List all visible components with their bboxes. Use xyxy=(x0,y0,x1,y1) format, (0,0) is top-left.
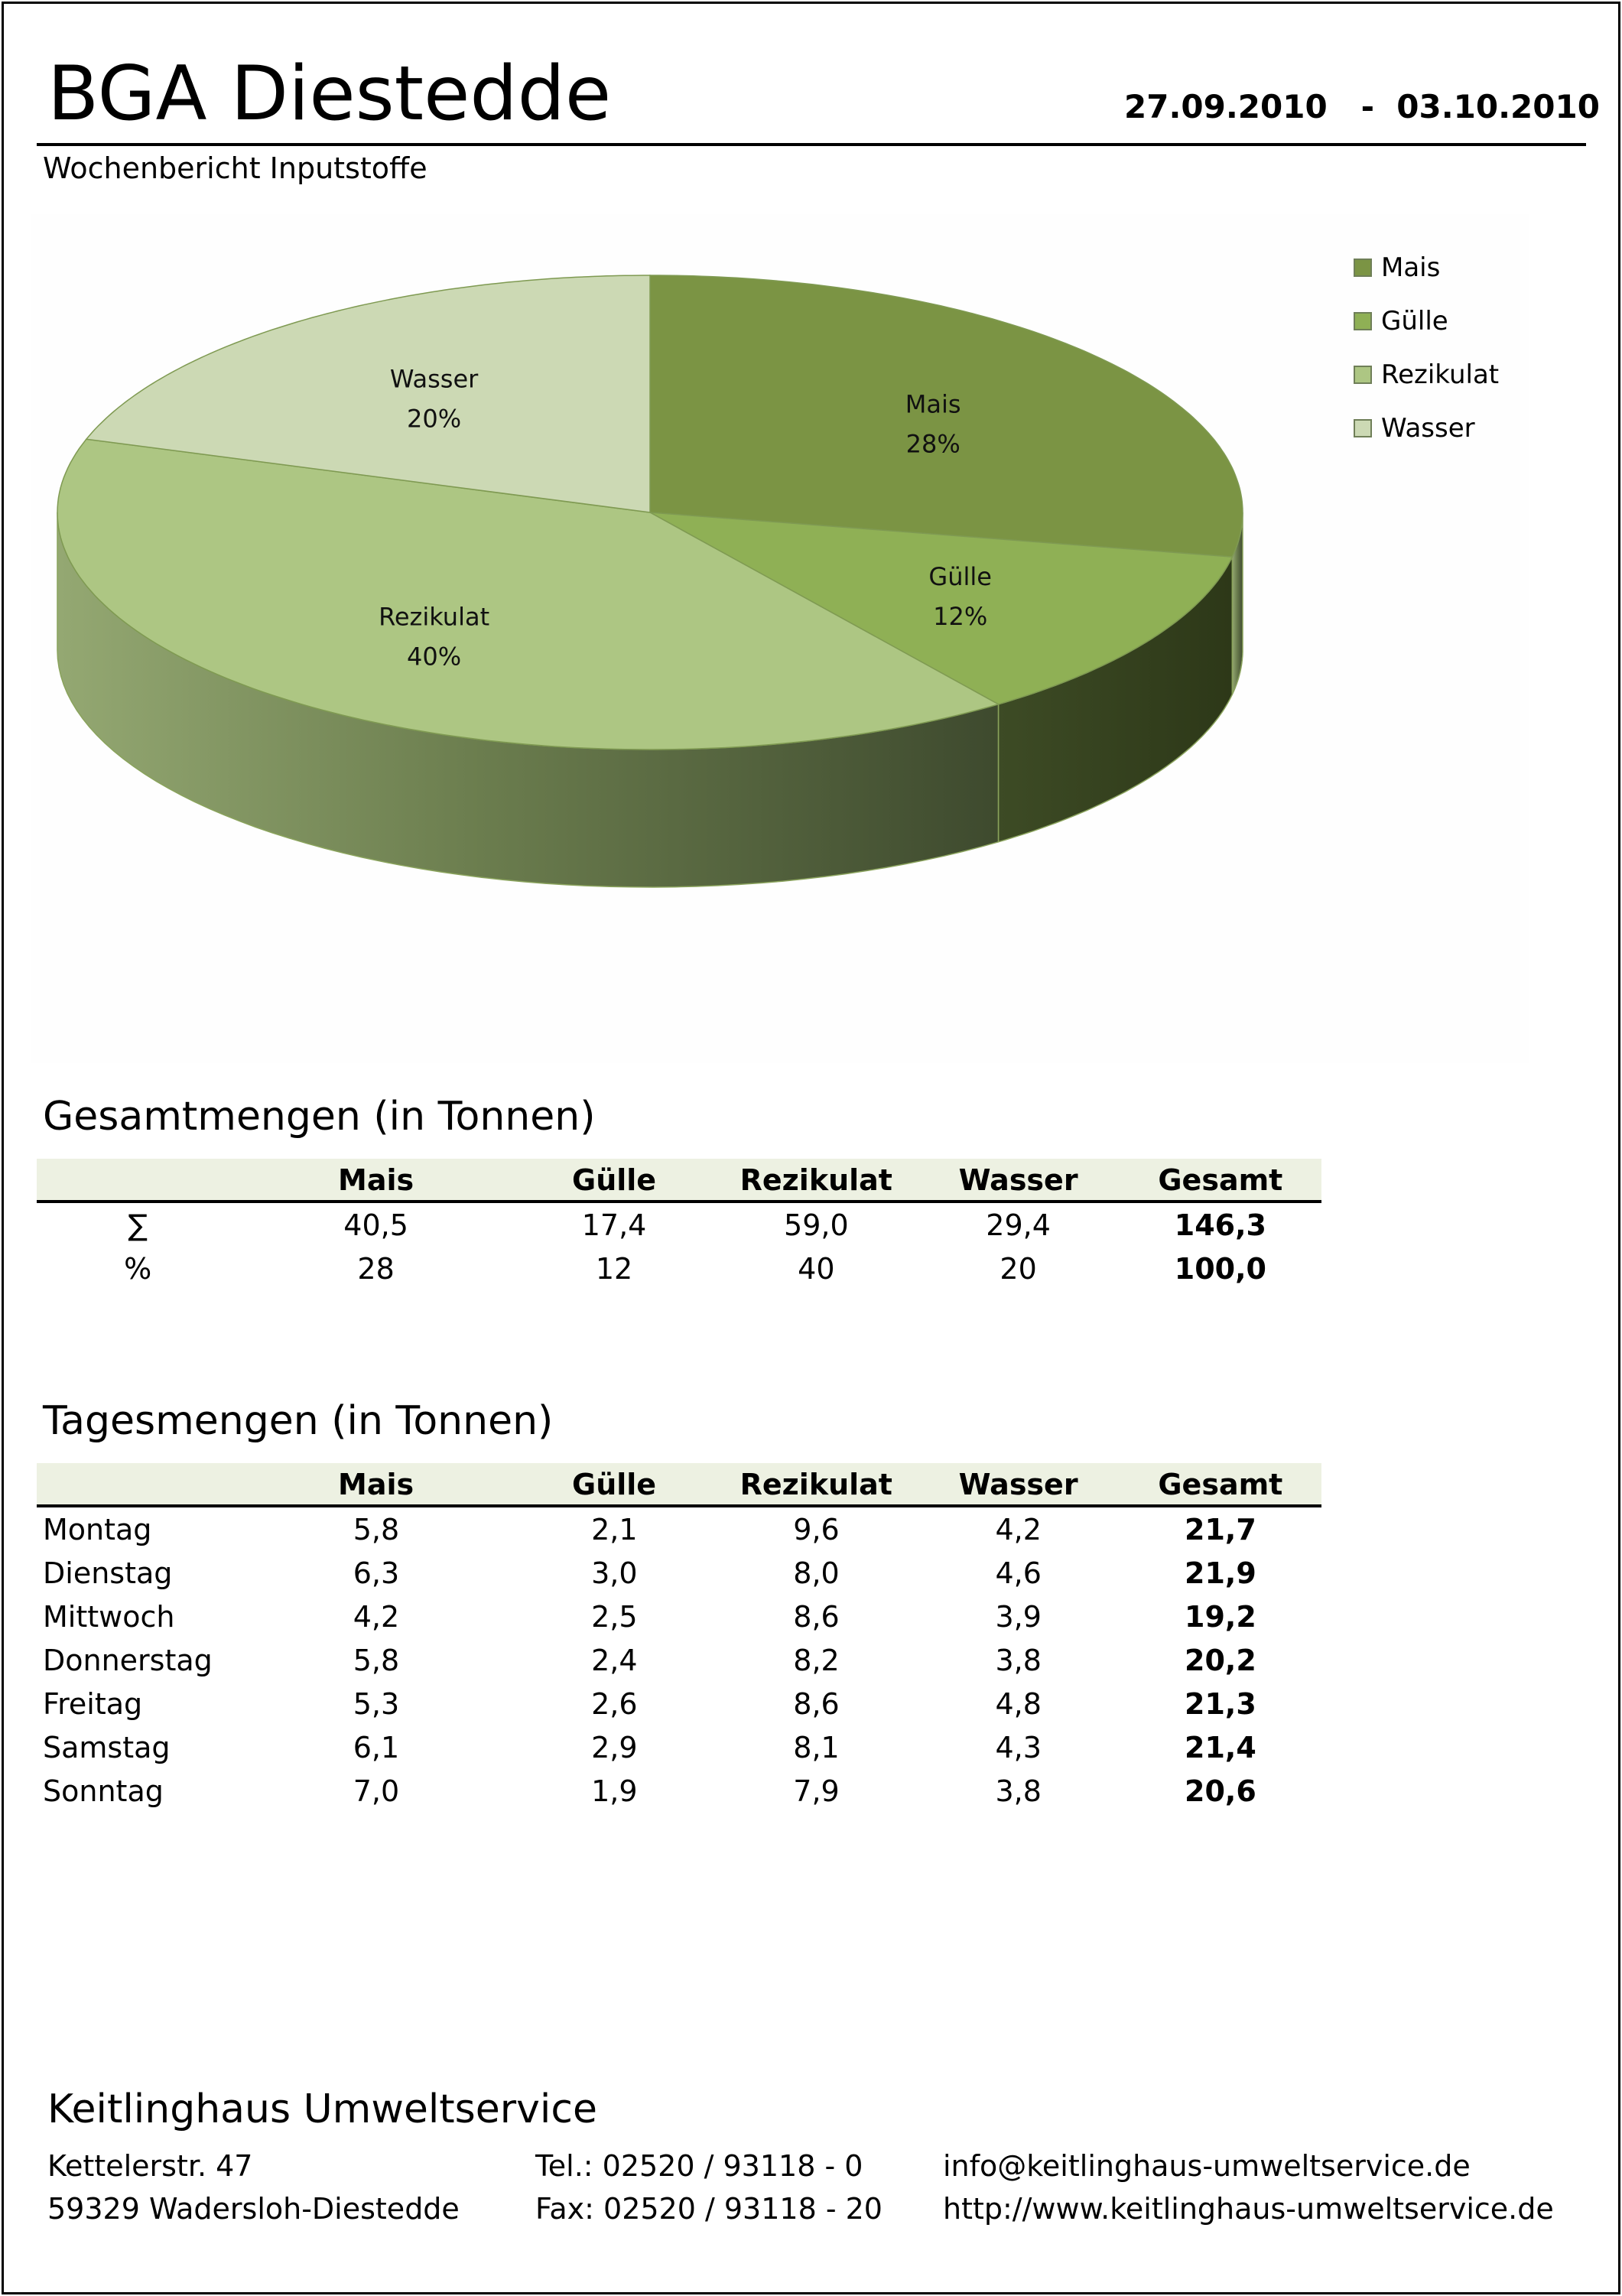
legend-item-guelle xyxy=(1354,294,1499,348)
table-cell: 146,3 xyxy=(1174,1208,1266,1242)
table-cell: 7,0 xyxy=(353,1774,400,1808)
column-header xyxy=(37,1501,239,1504)
totals-section-title: Gesamtmengen (in Tonnen) xyxy=(43,1094,596,1140)
footer-fax: Fax: 02520 / 93118 - 20 xyxy=(535,2192,883,2226)
legend-item-wasser xyxy=(1354,402,1499,455)
row-label: Montag xyxy=(43,1512,152,1546)
table-cell: 21,9 xyxy=(1185,1556,1256,1590)
table-cell: 5,8 xyxy=(353,1643,400,1677)
column-header: Gesamt xyxy=(1158,1468,1283,1501)
table-cell: 19,2 xyxy=(1185,1599,1256,1634)
table-cell: 28 xyxy=(357,1251,395,1286)
table-row xyxy=(37,1507,1321,1551)
legend-label: Wasser xyxy=(1381,413,1475,444)
table-cell: 5,3 xyxy=(353,1686,400,1721)
daily-table-body xyxy=(37,1507,1321,1813)
page-subtitle: Wochenbericht Inputstoffe xyxy=(43,151,427,185)
pie-label-percent: 28% xyxy=(905,429,961,459)
table-cell: 2,9 xyxy=(591,1730,638,1764)
footer-company-name: Keitlinghaus Umweltservice xyxy=(47,2086,597,2132)
pie-label-category: Mais xyxy=(905,389,961,419)
table-cell: 4,3 xyxy=(995,1730,1042,1764)
table-cell: 100,0 xyxy=(1174,1251,1266,1286)
table-row xyxy=(37,1638,1321,1682)
table-cell: 8,2 xyxy=(793,1643,840,1677)
footer-tel: Tel.: 02520 / 93118 - 0 xyxy=(535,2149,863,2183)
pie-chart xyxy=(31,214,1529,1063)
column-header: Wasser xyxy=(958,1163,1078,1197)
table-row xyxy=(37,1725,1321,1769)
footer-street: Kettelerstr. 47 xyxy=(47,2149,253,2183)
pie-label-percent: 12% xyxy=(933,602,988,631)
column-header: Gülle xyxy=(572,1468,657,1501)
column-header: Mais xyxy=(338,1163,414,1197)
table-cell: 4,8 xyxy=(995,1686,1042,1721)
legend-label: Rezikulat xyxy=(1381,359,1500,390)
row-label: Freitag xyxy=(43,1686,143,1721)
footer-email[interactable]: info@keitlinghaus-umweltservice.de xyxy=(943,2149,1471,2183)
table-cell: 9,6 xyxy=(793,1512,840,1546)
table-cell: 5,8 xyxy=(353,1512,400,1546)
table-header xyxy=(37,1159,1321,1203)
table-cell: 3,9 xyxy=(995,1599,1042,1634)
row-label: Mittwoch xyxy=(43,1599,175,1634)
pie-slices xyxy=(57,275,1243,750)
table-cell: 4,2 xyxy=(353,1599,400,1634)
pie-label-percent: 20% xyxy=(407,404,462,434)
table-cell: 3,0 xyxy=(591,1556,638,1590)
row-label: Samstag xyxy=(43,1730,171,1764)
column-header: Rezikulat xyxy=(739,1163,892,1197)
column-header xyxy=(37,1197,239,1200)
table-row xyxy=(37,1682,1321,1725)
table-cell: 6,1 xyxy=(353,1730,400,1764)
header-divider xyxy=(37,143,1586,146)
legend-item-rezikulat xyxy=(1354,348,1499,402)
table-cell: 21,7 xyxy=(1185,1512,1256,1546)
table-cell: 2,6 xyxy=(591,1686,638,1721)
column-header: Mais xyxy=(338,1468,414,1501)
table-cell: 21,3 xyxy=(1185,1686,1256,1721)
table-cell: 2,5 xyxy=(591,1599,638,1634)
table-cell: 8,6 xyxy=(793,1599,840,1634)
daily-section-title: Tagesmengen (in Tonnen) xyxy=(43,1398,554,1444)
column-header: Gesamt xyxy=(1158,1163,1283,1197)
table-row xyxy=(37,1595,1321,1638)
row-label: ∑ xyxy=(128,1208,148,1242)
column-header: Wasser xyxy=(958,1468,1078,1501)
column-header: Gülle xyxy=(572,1163,657,1197)
legend-item-mais xyxy=(1354,241,1499,294)
table-cell: 6,3 xyxy=(353,1556,400,1590)
table-cell: 2,1 xyxy=(591,1512,638,1546)
table-cell: 20,2 xyxy=(1185,1643,1256,1677)
footer-city: 59329 Wadersloh-Diestedde xyxy=(47,2192,460,2226)
legend-swatch xyxy=(1354,366,1372,384)
legend-swatch xyxy=(1354,419,1372,437)
table-cell: 2,4 xyxy=(591,1643,638,1677)
table-cell: 4,2 xyxy=(995,1512,1042,1546)
table-cell: 12 xyxy=(595,1251,633,1286)
table-cell: 40 xyxy=(798,1251,835,1286)
table-cell: 20,6 xyxy=(1185,1774,1256,1808)
table-cell: 3,8 xyxy=(995,1774,1042,1808)
row-label: Dienstag xyxy=(43,1556,173,1590)
table-cell: 21,4 xyxy=(1185,1730,1256,1764)
table-row xyxy=(37,1551,1321,1595)
table-header xyxy=(37,1463,1321,1507)
date-range: 27.09.2010 - 03.10.2010 xyxy=(1124,88,1600,125)
footer-website[interactable]: http://www.keitlinghaus-umweltservice.de xyxy=(943,2192,1554,2226)
pie-label-category: Wasser xyxy=(389,364,479,394)
table-row xyxy=(37,1769,1321,1813)
row-label: Donnerstag xyxy=(43,1643,213,1677)
table-cell: 3,8 xyxy=(995,1643,1042,1677)
pie-label-category: Rezikulat xyxy=(379,602,490,632)
table-cell: 4,6 xyxy=(995,1556,1042,1590)
table-cell: 1,9 xyxy=(591,1774,638,1808)
table-cell: 20 xyxy=(1000,1251,1037,1286)
column-header: Rezikulat xyxy=(739,1468,892,1501)
chart-legend xyxy=(1354,241,1499,455)
table-cell: 29,4 xyxy=(986,1208,1051,1242)
totals-table xyxy=(37,1159,1321,1290)
page-title: BGA Diestedde xyxy=(47,50,612,138)
table-cell: 8,1 xyxy=(793,1730,840,1764)
table-cell: 40,5 xyxy=(343,1208,408,1242)
legend-label: Mais xyxy=(1381,252,1441,283)
legend-label: Gülle xyxy=(1381,306,1448,337)
pie-label-percent: 40% xyxy=(407,642,462,672)
row-label: % xyxy=(124,1251,152,1286)
legend-swatch xyxy=(1354,259,1372,277)
table-row xyxy=(37,1247,1321,1290)
daily-table xyxy=(37,1463,1321,1813)
table-row xyxy=(37,1203,1321,1247)
table-cell: 17,4 xyxy=(581,1208,647,1242)
table-cell: 59,0 xyxy=(784,1208,849,1242)
table-cell: 8,6 xyxy=(793,1686,840,1721)
table-cell: 8,0 xyxy=(793,1556,840,1590)
legend-swatch xyxy=(1354,312,1372,330)
table-cell: 7,9 xyxy=(793,1774,840,1808)
row-label: Sonntag xyxy=(43,1774,164,1808)
pie-chart-area xyxy=(31,214,1529,1063)
pie-label-category: Gülle xyxy=(928,562,992,591)
